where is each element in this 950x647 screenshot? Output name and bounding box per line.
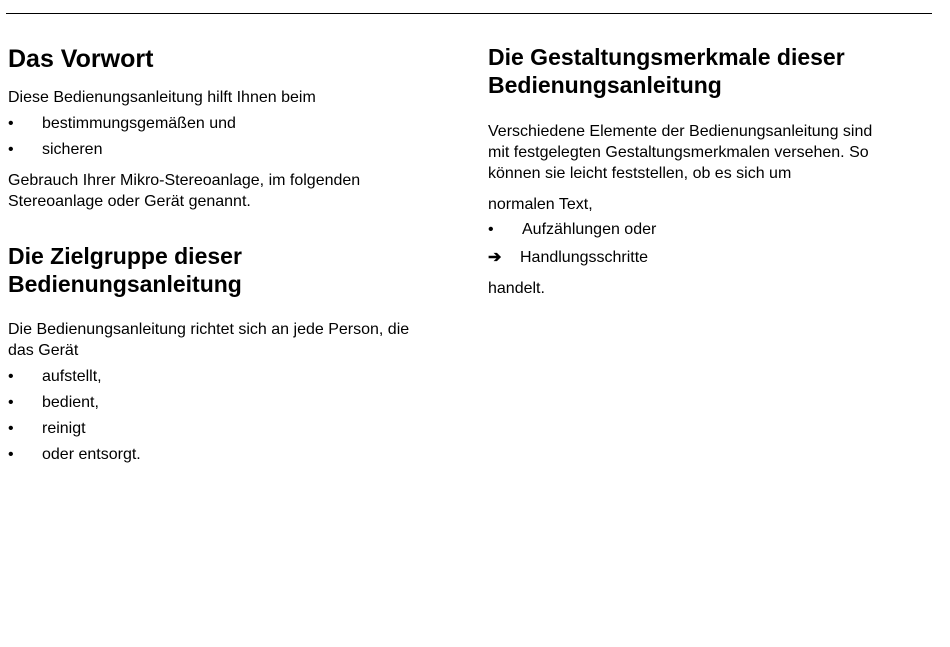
normal-text-example: normalen Text, bbox=[488, 196, 593, 213]
bullet-icon: • bbox=[8, 420, 14, 437]
top-rule bbox=[6, 13, 932, 14]
vorwort-outro-line-1: Gebrauch Ihrer Mikro-Stereoanlage, im folgenden bbox=[8, 172, 361, 189]
section-title-gestaltung-line-1: Die Gestaltungsmerkmale dieser bbox=[488, 44, 845, 70]
bullet-icon: • bbox=[488, 221, 494, 238]
bullet-icon: • bbox=[8, 368, 14, 385]
list-item-text: bedient, bbox=[42, 394, 99, 411]
zielgruppe-intro-line-1: Die Bedienungsanleitung richtet sich an jede Person, die bbox=[8, 321, 410, 338]
bullet-icon: • bbox=[8, 115, 14, 132]
section-title-zielgruppe-line-2: Bedienungsanleitung bbox=[8, 271, 242, 297]
step-item-text: Handlungsschritte bbox=[520, 249, 649, 266]
vorwort-intro: Diese Bedienungsanleitung hilft Ihnen beim bbox=[8, 89, 316, 106]
section-title-vorwort: Das Vorwort bbox=[8, 45, 154, 73]
gestaltung-intro-line-2: mit festgelegten Gestaltungsmerkmalen versehen. So bbox=[488, 144, 869, 161]
bullet-icon: • bbox=[8, 141, 14, 158]
gestaltung-closing: handelt. bbox=[488, 280, 545, 297]
gestaltung-intro-line-3: können sie leicht feststellen, ob es sich um bbox=[488, 165, 792, 182]
vorwort-outro-line-2: Stereoanlage oder Gerät genannt. bbox=[8, 193, 251, 210]
zielgruppe-intro-line-2: das Gerät bbox=[8, 342, 79, 359]
list-item-text: sicheren bbox=[42, 141, 103, 158]
list-item-text: bestimmungsgemäßen und bbox=[42, 115, 236, 132]
list-item-text: aufstellt, bbox=[42, 368, 102, 385]
list-item-text: Aufzählungen oder bbox=[522, 221, 657, 238]
list-item-text: oder entsorgt. bbox=[42, 446, 141, 463]
section-title-zielgruppe-line-1: Die Zielgruppe dieser bbox=[8, 243, 242, 269]
bullet-icon: • bbox=[8, 446, 14, 463]
section-title-gestaltung-line-2: Bedienungsanleitung bbox=[488, 72, 722, 98]
list-item-text: reinigt bbox=[42, 420, 86, 437]
bullet-icon: • bbox=[8, 394, 14, 411]
gestaltung-intro-line-1: Verschiedene Elemente der Bedienungsanleitung sind bbox=[488, 123, 873, 140]
arrow-right-icon: ➔ bbox=[488, 249, 502, 266]
